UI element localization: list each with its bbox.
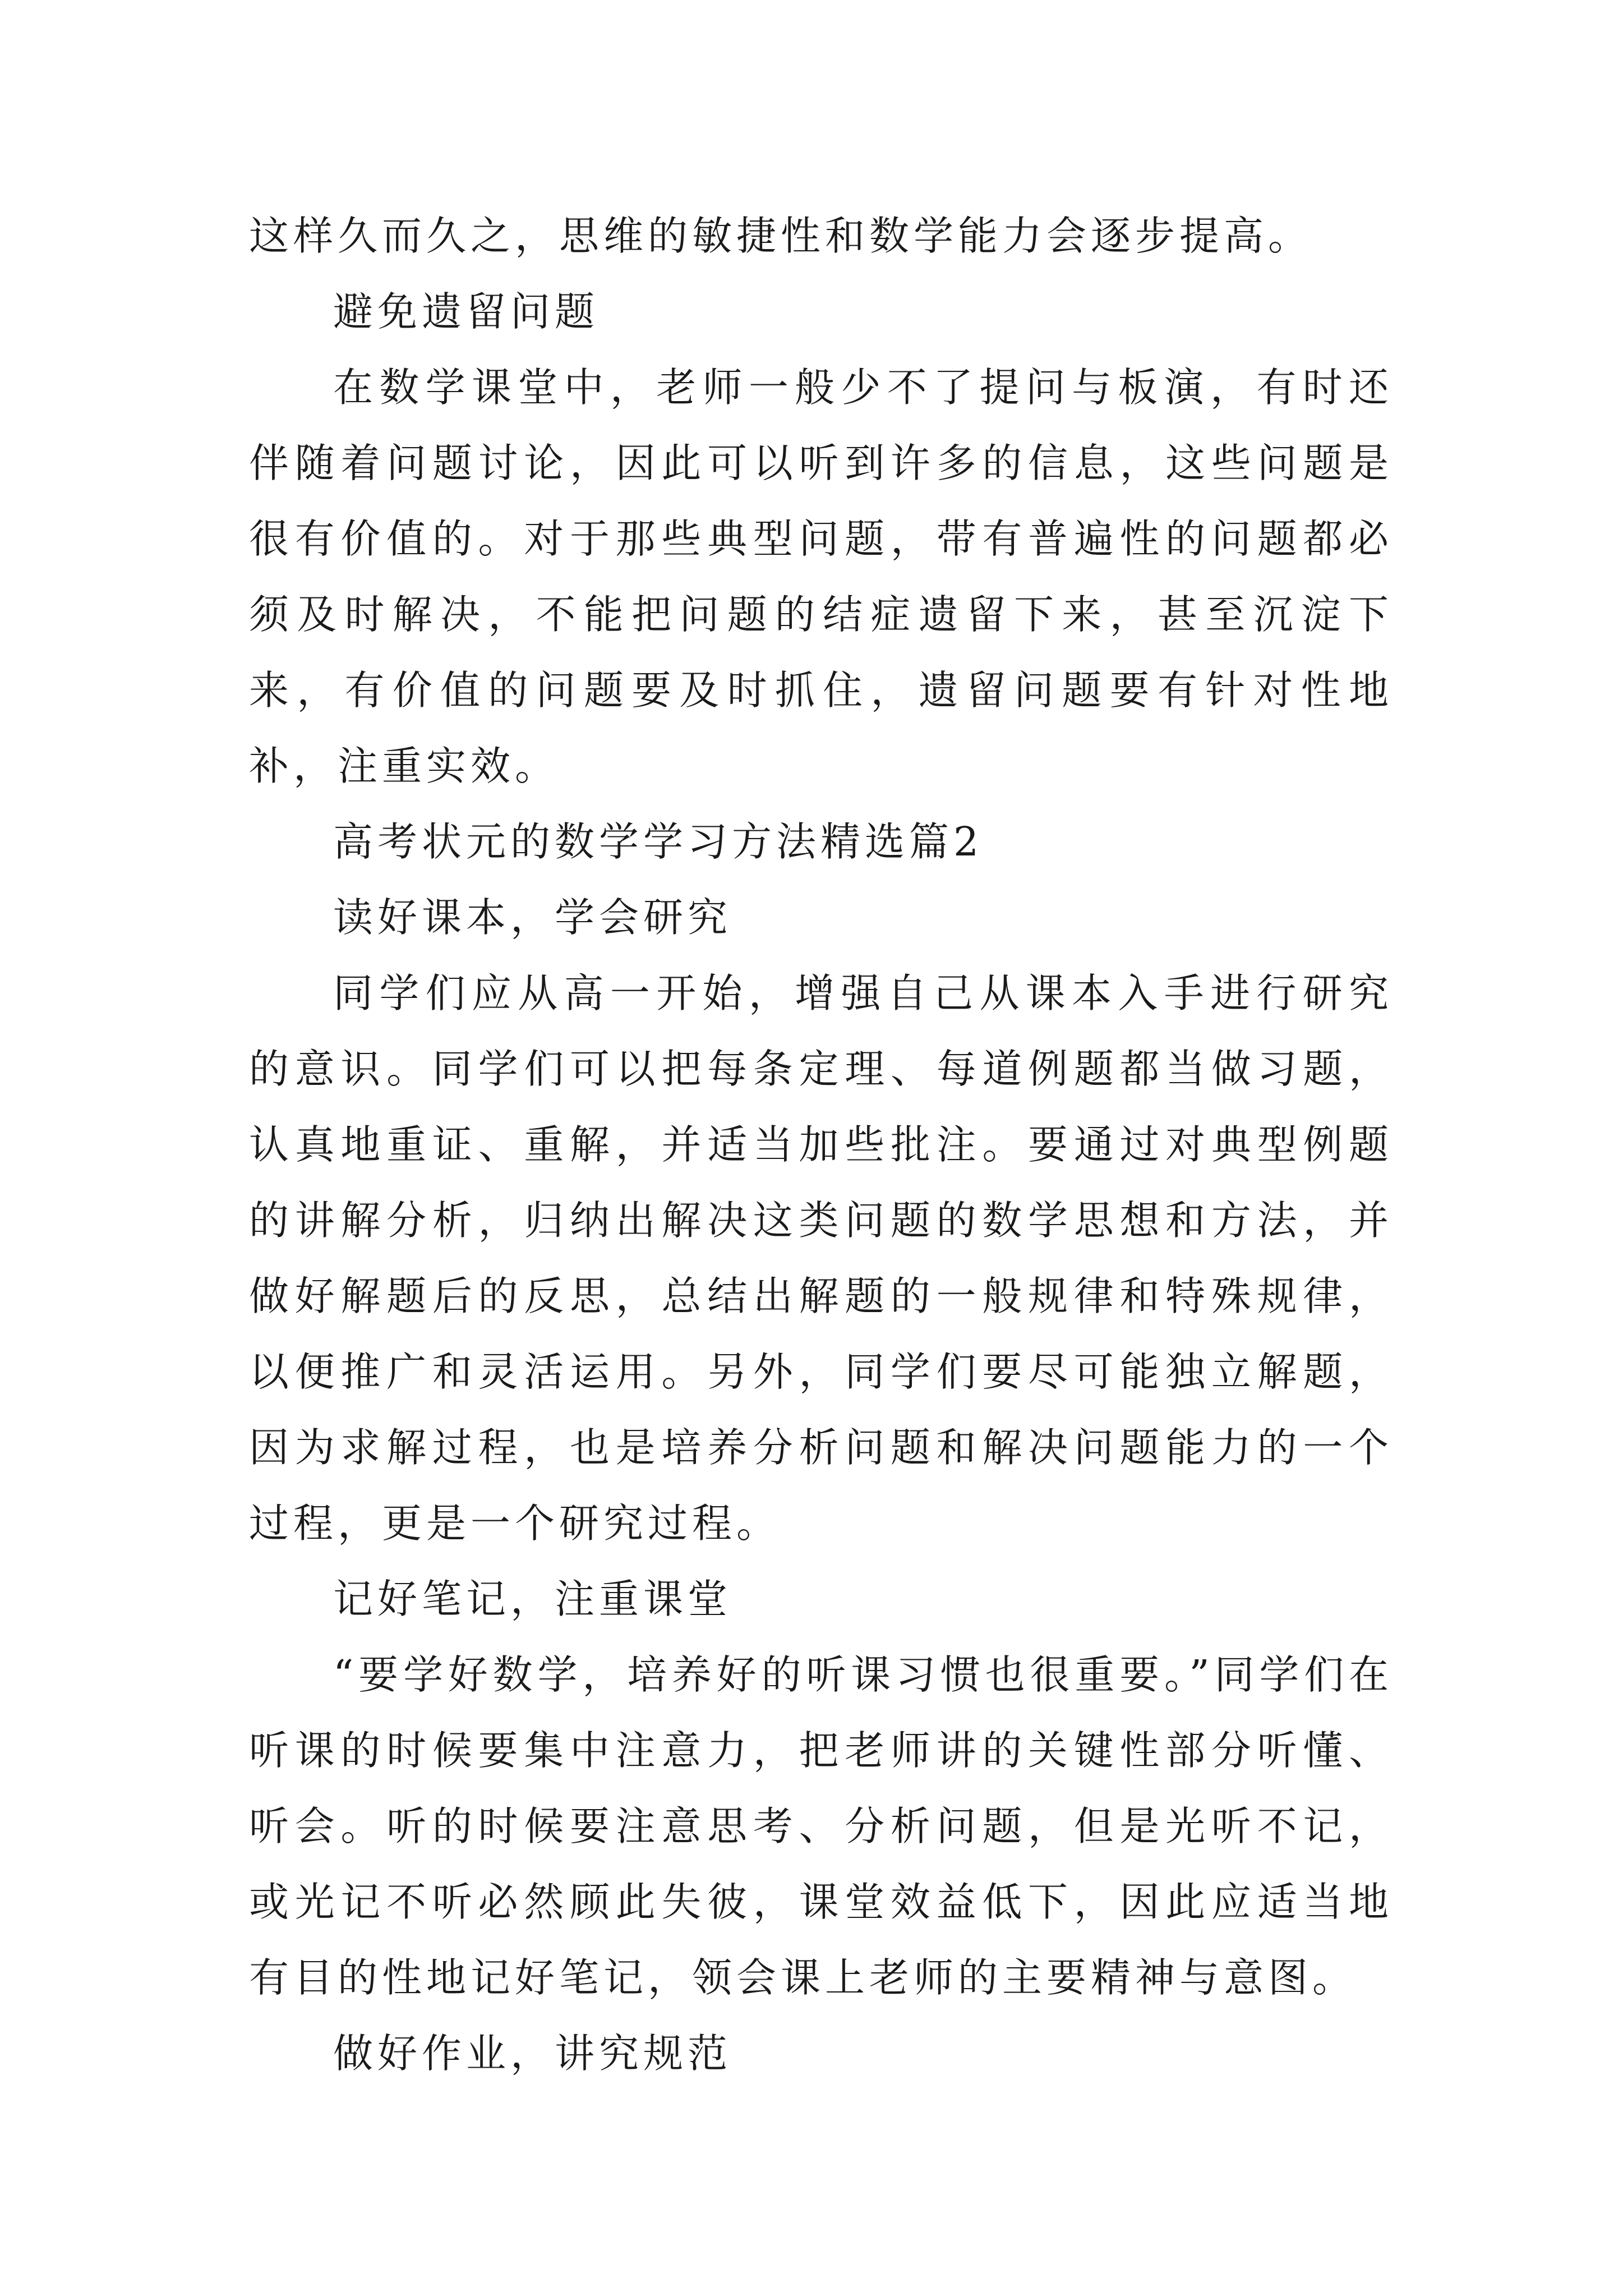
paragraph-classroom-questions: 在数学课堂中，老师一般少不了提问与板演，有时还伴随着问题讨论，因此可以听到许多的信息，这些问题是很有价值的。对于那些典型问题，带有普遍性的问题都必须及时解决，不能把问题的结症遗留下来，甚至沉淀下来，有价值的问题要及时抓住，遗留问题要有针对性地补，注重实效。 xyxy=(249,364,1393,789)
article-title-part-2: 高考状元的数学学习方法精选篇2 xyxy=(333,818,984,865)
paragraph-listening-habits: “要学好数学，培养好的听课习惯也很重要。”同学们在听课的时候要集中注意力，把老师讲的关键性部分听懂、听会。听的时候要注意思考、分析问题，但是光听不记，或光记不听必然顾此失彼，课堂效益低下，因此应适当地有目的性地记好笔记，领会课上老师的主要精神与意图。 xyxy=(249,1651,1393,2001)
paragraph-continued: 这样久而久之，思维的敏捷性和数学能力会逐步提高。 xyxy=(249,213,1313,259)
section-heading-take-notes: 记好笔记，注重课堂 xyxy=(333,1576,732,1622)
section-heading-avoid-leftover-problems: 避免遗留问题 xyxy=(333,288,600,335)
paragraph-textbook-research: 同学们应从高一开始，增强自己从课本入手进行研究的意识。同学们可以把每条定理、每道例题都当做习题，认真地重证、重解，并适当加些批注。要通过对典型例题的讲解分析，归纳出解决这类问题的数学思想和方法，并做好解题后的反思，总结出解题的一般规律和特殊规律，以便推广和灵活运用。另外，同学们要尽可能独立解题，因为求解过程，也是培养分析问题和解决问题能力的一个过程，更是一个研究过程。 xyxy=(249,970,1393,1547)
document-body xyxy=(249,198,1393,2091)
section-heading-read-textbook: 读好课本，学会研究 xyxy=(333,894,732,941)
section-heading-do-homework: 做好作业，讲究规范 xyxy=(333,2030,732,2077)
